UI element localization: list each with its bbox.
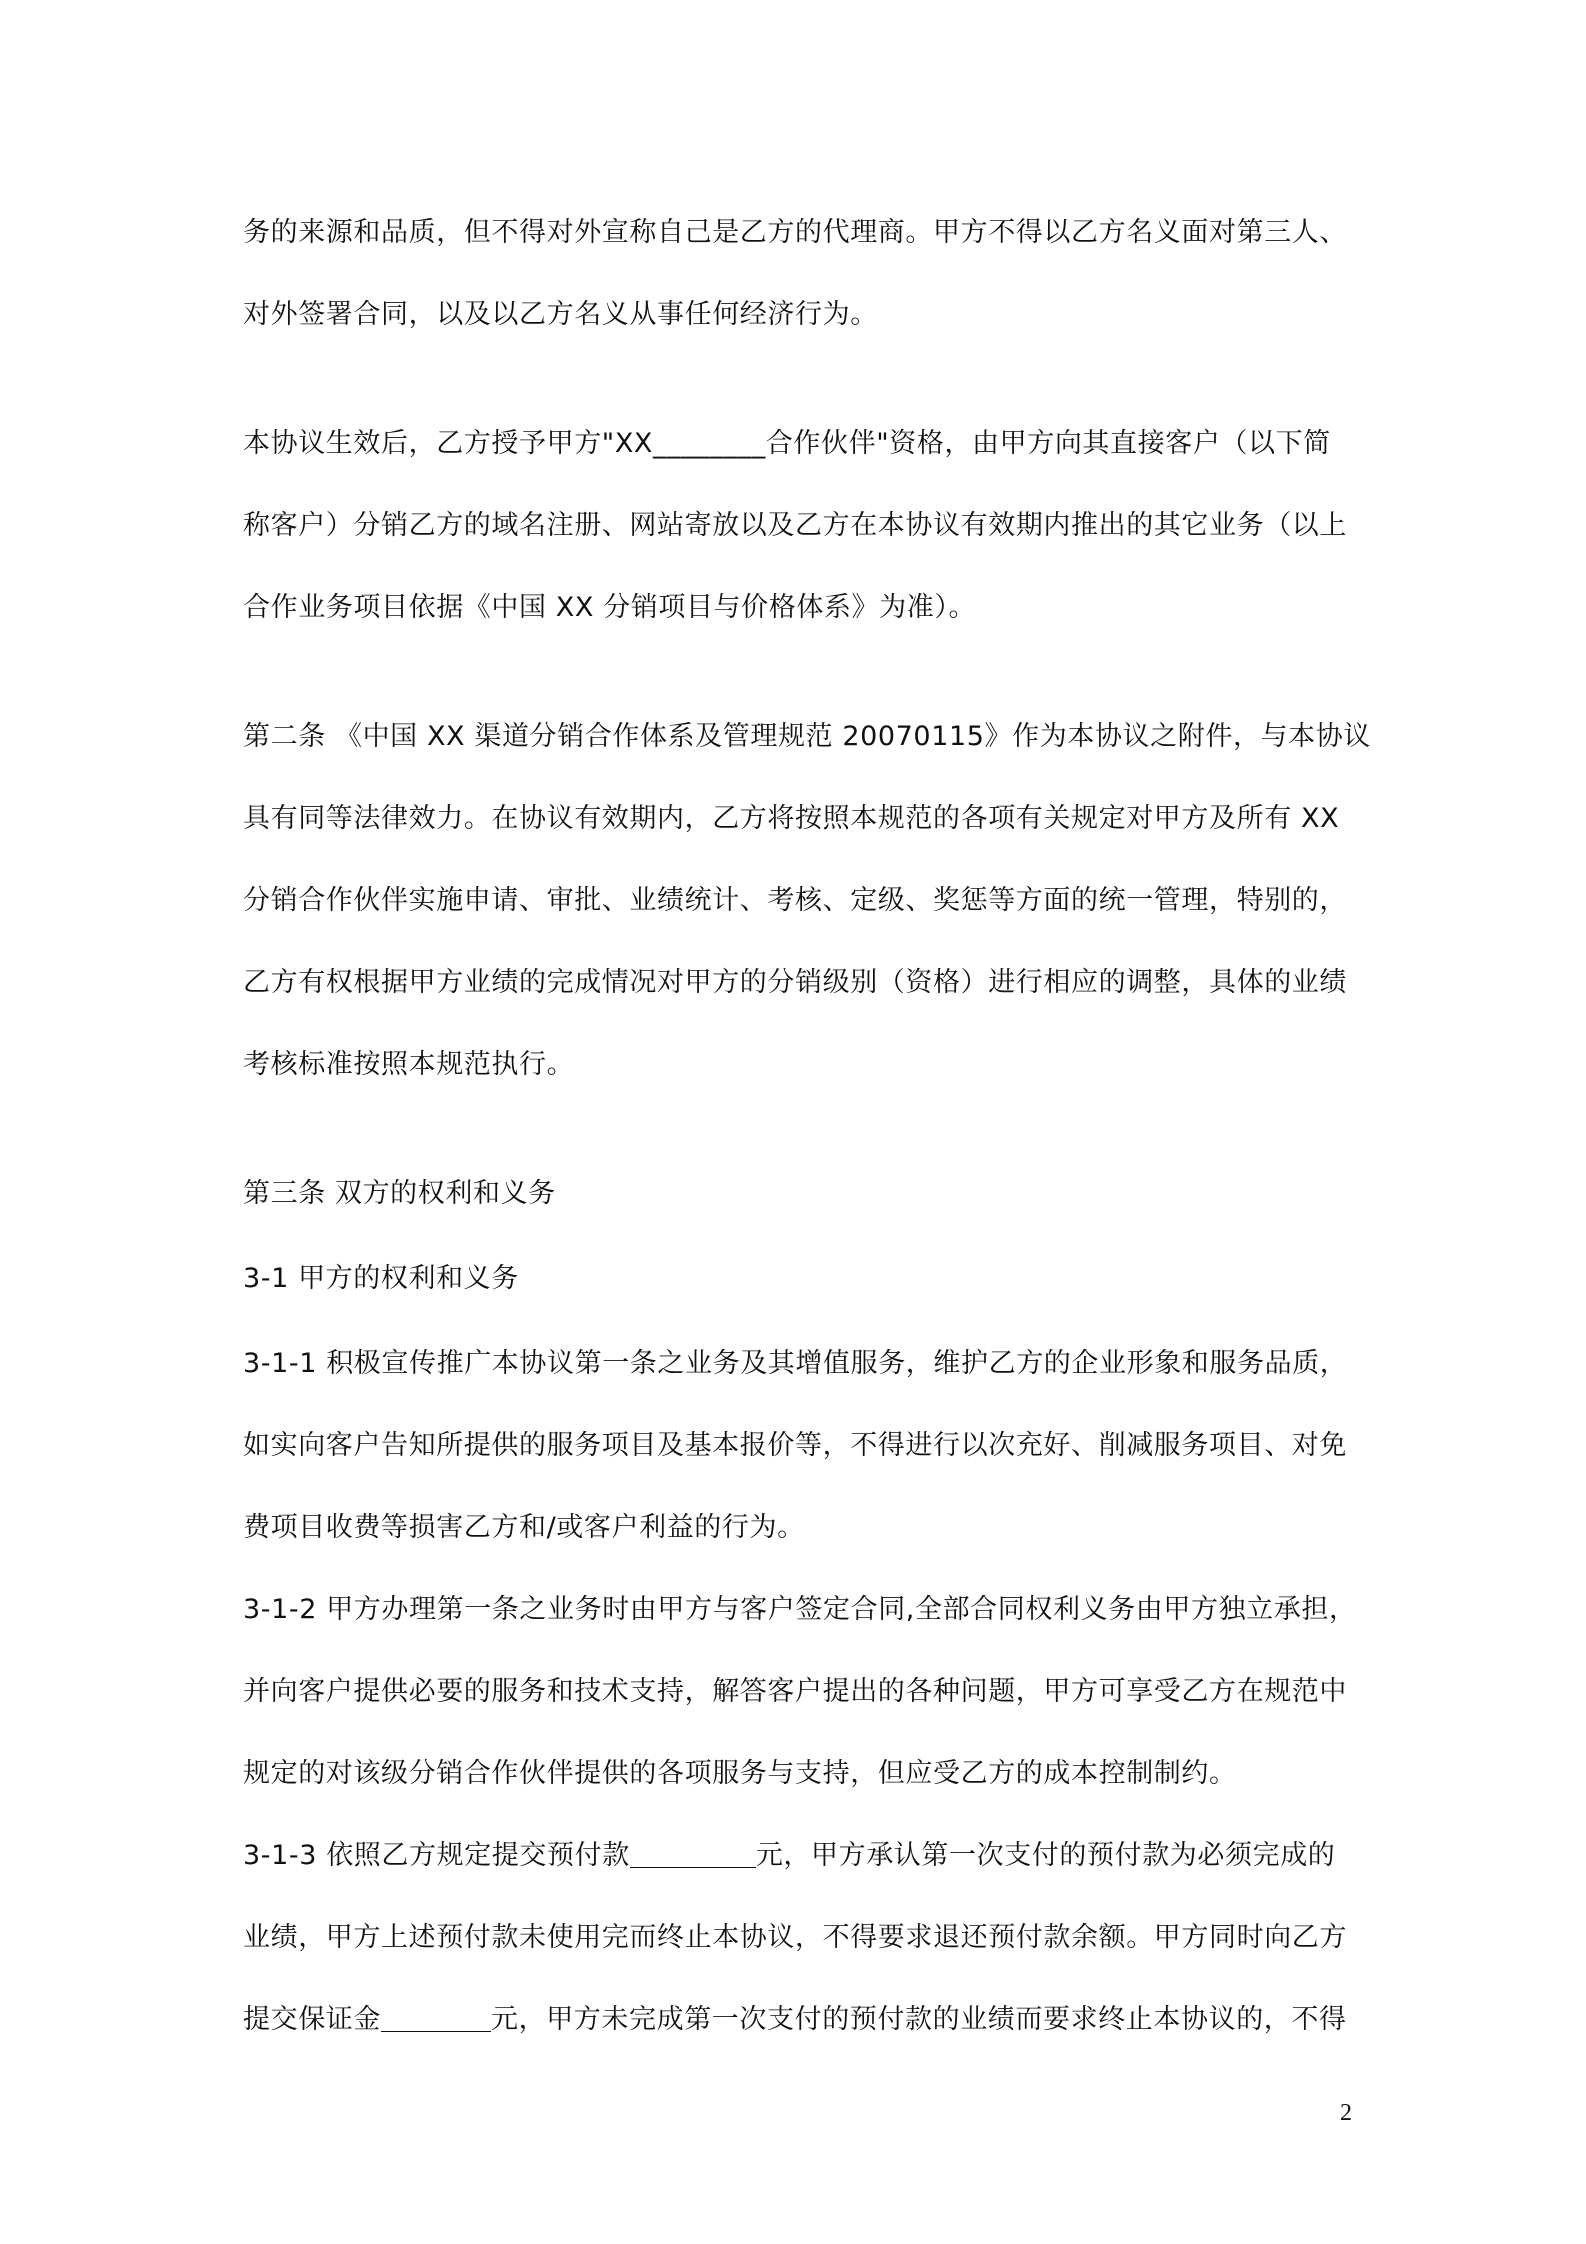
text-line: 对外签署合同，以及以乙方名义从事任何经济行为。: [243, 299, 878, 330]
page-number: 2: [1340, 2100, 1352, 2126]
deposit-amount-blank: [381, 2003, 491, 2032]
text-line: 考核标准按照本规范执行。: [243, 1049, 575, 1080]
text-line: 务的来源和品质，但不得对外宣称自己是乙方的代理商。甲方不得以乙方名义面对第三人、: [243, 217, 1347, 248]
prepayment-text: 元，甲方承认第一次支付的预付款为必须完成的: [755, 1840, 1336, 1871]
text-line: 3-1-1 积极宣传推广本协议第一条之业务及其增值服务，维护乙方的企业形象和服务品质，: [243, 1348, 1348, 1379]
text-line: 如实向客户告知所提供的服务项目及基本报价等，不得进行以次充好、削减服务项目、对免: [243, 1430, 1347, 1461]
prepayment-amount-blank: [630, 1839, 756, 1868]
text-line: 费项目收费等损害乙方和/或客户利益的行为。: [243, 1512, 805, 1543]
section-heading: 3-1 甲方的权利和义务: [243, 1263, 519, 1294]
text-line: 并向客户提供必要的服务和技术支持，解答客户提出的各种问题，甲方可享受乙方在规范中: [243, 1676, 1347, 1707]
text-line: 合作业务项目依据《中国 XX 分销项目与价格体系》为准）。: [243, 592, 977, 623]
text-line: 3-1-2 甲方办理第一条之业务时由甲方与客户签定合同,全部合同权利义务由甲方独立承担，: [243, 1594, 1357, 1625]
deposit-line: [243, 2002, 1347, 2038]
article-heading: 第三条 双方的权利和义务: [243, 1178, 556, 1209]
text-line: 规定的对该级分销合作伙伴提供的各项服务与支持，但应受乙方的成本控制制约。: [243, 1758, 1237, 1789]
article-heading-line: 第二条 《中国 XX 渠道分销合作体系及管理规范 20070115》作为本协议之附件，与本协议: [243, 721, 1371, 752]
deposit-label: 提交保证金: [243, 2004, 381, 2035]
prepayment-label: 3-1-3 依照乙方规定提交预付款: [243, 1840, 630, 1871]
text-line: 本协议生效后，乙方授予甲方"XX________合作伙伴"资格，由甲方向其直接客户（以下简: [243, 428, 1331, 459]
text-line: 乙方有权根据甲方业绩的完成情况对甲方的分销级别（资格）进行相应的调整，具体的业绩: [243, 967, 1347, 998]
prepayment-line: [243, 1838, 1335, 1874]
text-line: 业绩，甲方上述预付款未使用完而终止本协议，不得要求退还预付款余额。甲方同时向乙方: [243, 1922, 1347, 1953]
deposit-text: 元，甲方未完成第一次支付的预付款的业绩而要求终止本协议的，不得: [491, 2004, 1347, 2035]
text-line: 具有同等法律效力。在协议有效期内，乙方将按照本规范的各项有关规定对甲方及所有 XX: [243, 803, 1340, 834]
text-line: 称客户）分销乙方的域名注册、网站寄放以及乙方在本协议有效期内推出的其它业务（以上: [243, 510, 1347, 541]
text-line: 分销合作伙伴实施申请、审批、业绩统计、考核、定级、奖惩等方面的统一管理，特别的，: [243, 885, 1347, 916]
